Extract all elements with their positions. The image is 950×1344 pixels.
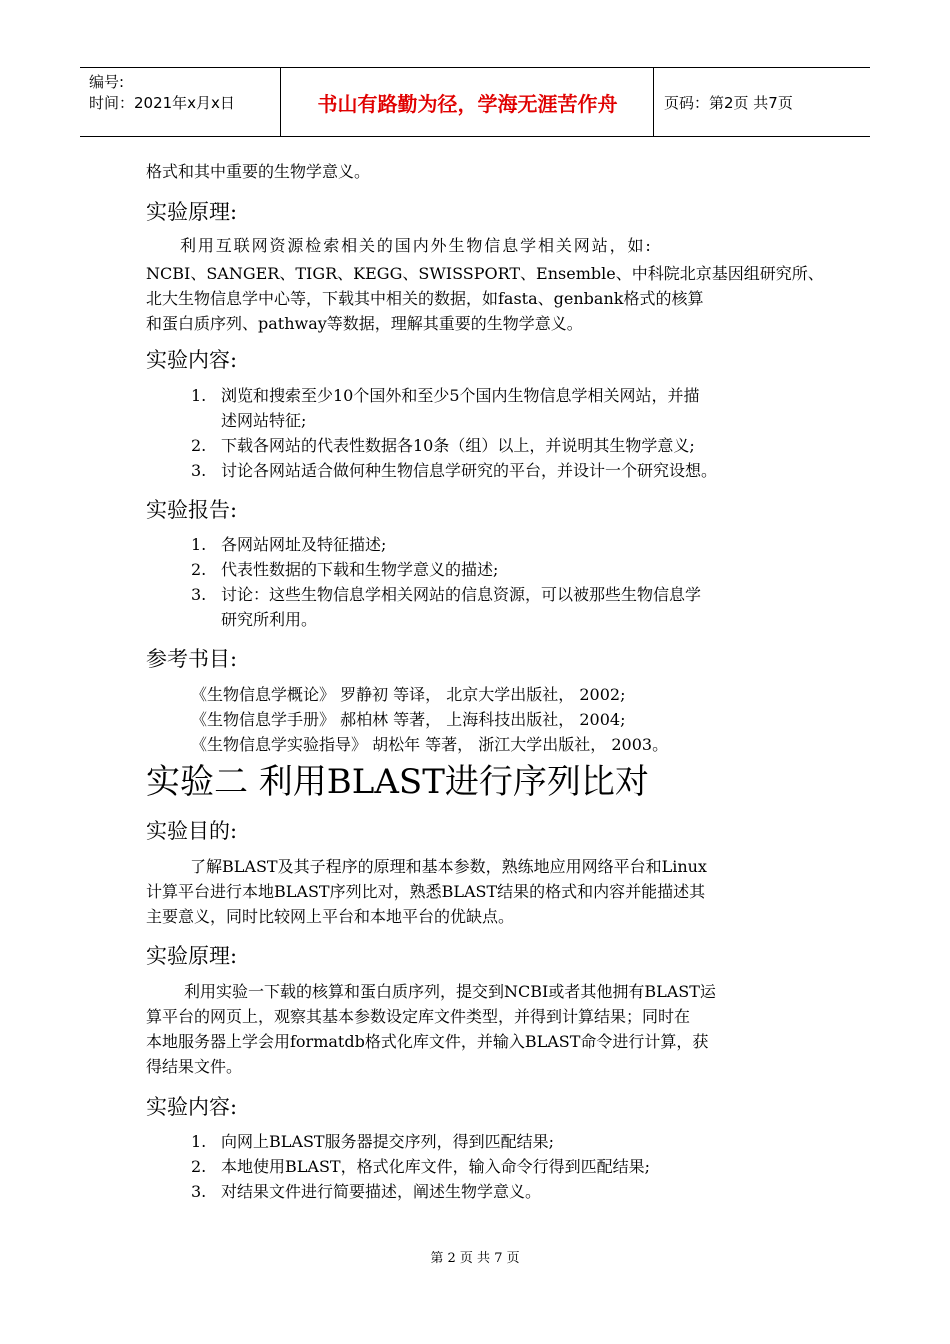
header-page-info: 页码：第2页 共7页 — [664, 93, 793, 112]
s2-principle-line: 利用实验一下载的核算和蛋白质序列，提交到NCBI或者其他拥有BLAST运 — [184, 982, 716, 1001]
s2-goal-heading: 实验目的: — [146, 819, 238, 843]
list-item: 1. 向网上BLAST服务器提交序列，得到匹配结果; — [191, 1132, 554, 1151]
header-number-label: 编号: — [89, 73, 125, 91]
s2-principle-line: 算平台的网页上，观察其基本参数设定库文件类型，并得到计算结果；同时在 — [146, 1007, 691, 1026]
exp2-title: 实验二 利用BLAST进行序列比对 — [146, 762, 649, 802]
reference-item: 《生物信息学概论》 罗静初 等译， 北京大学出版社， 2002; — [191, 685, 626, 704]
reference-item: 《生物信息学实验指导》 胡松年 等著， 浙江大学出版社， 2003。 — [191, 735, 669, 754]
s2-principle-heading: 实验原理: — [146, 944, 238, 968]
list-item: 3. 讨论：这些生物信息学相关网站的信息资源，可以被那些生物信息学 — [191, 585, 702, 604]
list-item: 2. 本地使用BLAST，格式化库文件，输入命令行得到匹配结果; — [191, 1157, 650, 1176]
s1-report-heading: 实验报告: — [146, 498, 238, 522]
reference-item: 《生物信息学手册》 郝柏林 等著， 上海科技出版社， 2004; — [191, 710, 626, 729]
intro-tail-text: 格式和其中重要的生物学意义。 — [146, 162, 371, 181]
header-meta — [80, 68, 281, 136]
s2-principle-line: 本地服务器上学会用formatdb格式化库文件，并输入BLAST命令进行计算，获 — [146, 1032, 709, 1051]
header-date-label: 时间：2021年x月x日 — [89, 94, 235, 112]
refs-heading: 参考书目: — [146, 647, 238, 671]
s1-principle-line: 和蛋白质序列、pathway等数据，理解其重要的生物学意义。 — [146, 314, 583, 333]
list-item: 1. 各网站网址及特征描述; — [191, 535, 387, 554]
s1-principle-line: NCBI、SANGER、TIGR、KEGG、SWISSPORT、Ensemble、中科院北京基因组研究所、 — [146, 264, 824, 283]
s2-goal-line: 主要意义，同时比较网上平台和本地平台的优缺点。 — [146, 907, 515, 926]
s2-content-heading: 实验内容: — [146, 1095, 238, 1119]
page-header — [80, 67, 870, 137]
s1-principle-line: 利用互联网资源检索相关的国内外生物信息学相关网站，如: — [180, 236, 653, 255]
header-motto: 书山有路勤为径，学海无涯苦作舟 — [282, 68, 654, 136]
list-item: 3. 对结果文件进行简要描述，阐述生物学意义。 — [191, 1182, 542, 1201]
list-item: 3. 讨论各网站适合做何种生物信息学研究的平台，并设计一个研究设想。 — [191, 461, 718, 480]
list-item: 2. 代表性数据的下载和生物学意义的描述; — [191, 560, 499, 579]
page-footer: 第 2 页 共 7 页 — [430, 1251, 520, 1266]
s1-principle-heading: 实验原理: — [146, 200, 238, 224]
s2-goal-line: 计算平台进行本地BLAST序列比对，熟悉BLAST结果的格式和内容并能描述其 — [146, 882, 706, 901]
s2-principle-line: 得结果文件。 — [146, 1057, 243, 1076]
s1-content-heading: 实验内容: — [146, 348, 238, 372]
list-item: 1. 浏览和搜索至少10个国外和至少5个国内生物信息学相关网站，并描 — [191, 386, 700, 405]
list-item-continuation: 述网站特征; — [221, 411, 307, 430]
s1-principle-line: 北大生物信息学中心等，下载其中相关的数据，如fasta、genbank格式的核算 — [146, 289, 704, 308]
s2-goal-line: 了解BLAST及其子程序的原理和基本参数，熟练地应用网络平台和Linux — [190, 857, 707, 876]
list-item: 2. 下载各网站的代表性数据各10条（组）以上，并说明其生物学意义; — [191, 436, 695, 455]
list-item-continuation: 研究所利用。 — [221, 610, 318, 629]
